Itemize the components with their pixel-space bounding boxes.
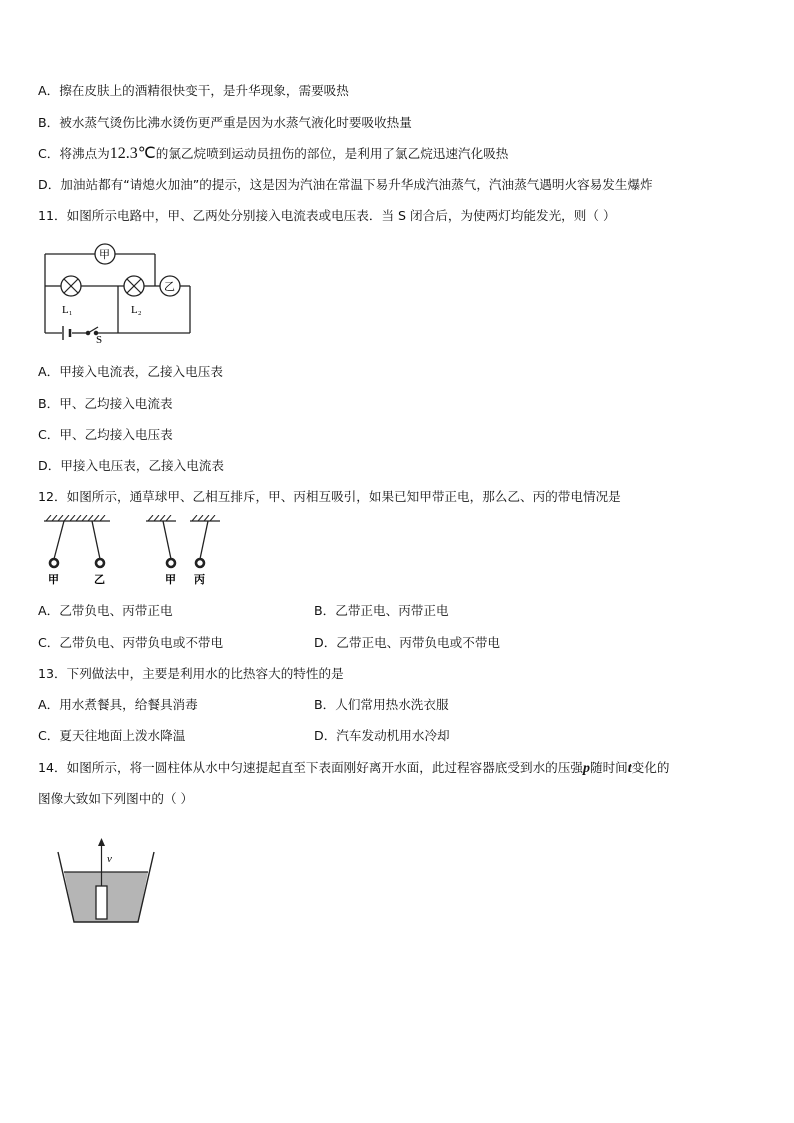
ball-yi-icon bbox=[96, 559, 104, 567]
q10-option-c-pre: C．将沸点为 bbox=[38, 146, 110, 161]
q11-option-b: B．甲、乙均接入电流表 bbox=[38, 396, 173, 411]
q12-option-c: C．乙带负电、丙带负电或不带电 bbox=[38, 635, 224, 650]
q13-option-b: B．人们常用热水洗衣服 bbox=[314, 697, 449, 712]
q14-symbol-p: p bbox=[582, 761, 590, 776]
ball-bing-icon bbox=[196, 559, 204, 567]
ball-label-2: 乙 bbox=[94, 574, 105, 586]
q11-option-d: D．甲接入电压表，乙接入电流表 bbox=[38, 458, 225, 473]
q11-stem: 11．如图所示电路中，甲、乙两处分别接入电流表或电压表．当 S 闭合后，为使两灯均能发光，则（ ） bbox=[38, 208, 616, 223]
lamp-l2-label: L₂ bbox=[131, 304, 142, 316]
ball-label-4: 丙 bbox=[194, 574, 205, 586]
q14-stem-line2: 图像大致如下列图中的（ ） bbox=[38, 791, 194, 806]
q10-option-b: B．被水蒸气烫伤比沸水烫伤更严重是因为水蒸气液化时要吸收热量 bbox=[38, 115, 412, 130]
q10-option-a: A．擦在皮肤上的酒精很快变干，是升华现象，需要吸热 bbox=[38, 83, 349, 98]
q13-option-d: D．汽车发动机用水冷却 bbox=[314, 728, 450, 743]
q11-option-c: C．甲、乙均接入电压表 bbox=[38, 427, 173, 442]
q14-stem-post: 变化的 bbox=[631, 760, 670, 775]
switch-label: S bbox=[96, 334, 103, 345]
lamp-l1-label: L₁ bbox=[62, 304, 73, 316]
q14-stem-mid: 随时间 bbox=[589, 760, 628, 775]
ball-label-3: 甲 bbox=[165, 574, 176, 586]
q13-option-a: A．用水煮餐具，给餐具消毒 bbox=[38, 697, 198, 712]
ball-jia-1-icon bbox=[50, 559, 58, 567]
q11-option-a: A．甲接入电流表，乙接入电压表 bbox=[38, 364, 223, 379]
velocity-label: v bbox=[107, 853, 112, 865]
q10-option-c-post: 的氯乙烷喷到运动员扭伤的部位，是利用了氯乙烷迅速汽化吸热 bbox=[155, 146, 509, 161]
q11-circuit-diagram bbox=[38, 240, 198, 345]
q12-option-d: D．乙带正电、丙带负电或不带电 bbox=[314, 635, 501, 650]
ball-jia-2-icon bbox=[167, 559, 175, 567]
meter-jia-label: 甲 bbox=[99, 249, 110, 261]
q12-option-b: B．乙带正电、丙带正电 bbox=[314, 603, 449, 618]
lamp-l2-icon bbox=[124, 276, 144, 296]
q14-stem-pre: 14．如图所示，将一圆柱体从水中匀速提起直至下表面刚好离开水面，此过程容器底受到水的压强 bbox=[38, 760, 583, 775]
arrow-up-icon bbox=[98, 838, 105, 846]
q14-symbol-t: t bbox=[627, 761, 632, 776]
q10-option-c bbox=[38, 145, 508, 163]
meter-yi-label: 乙 bbox=[164, 281, 175, 293]
q13-option-c: C．夏天往地面上泼水降温 bbox=[38, 728, 186, 743]
q12-pith-balls-diagram bbox=[42, 515, 232, 587]
q13-stem: 13．下列做法中，主要是利用水的比热容大的特性的是 bbox=[38, 666, 344, 681]
battery-icon bbox=[63, 326, 70, 340]
cylinder-icon bbox=[96, 886, 107, 919]
q10-option-c-temp: 12.3℃ bbox=[109, 145, 156, 162]
ball-label-1: 甲 bbox=[48, 574, 59, 586]
q14-container-diagram bbox=[56, 836, 160, 926]
q10-option-d: D．加油站都有“请熄火加油”的提示，这是因为汽油在常温下易升华成汽油蒸气，汽油蒸气遇明火容易发生爆炸 bbox=[38, 177, 653, 192]
q12-option-a: A．乙带负电、丙带正电 bbox=[38, 603, 173, 618]
q12-stem: 12．如图所示，通草球甲、乙相互排斥，甲、丙相互吸引，如果已知甲带正电，那么乙、丙的带电情况是 bbox=[38, 489, 621, 504]
lamp-l1-icon bbox=[61, 276, 81, 296]
q14-stem bbox=[38, 759, 669, 778]
